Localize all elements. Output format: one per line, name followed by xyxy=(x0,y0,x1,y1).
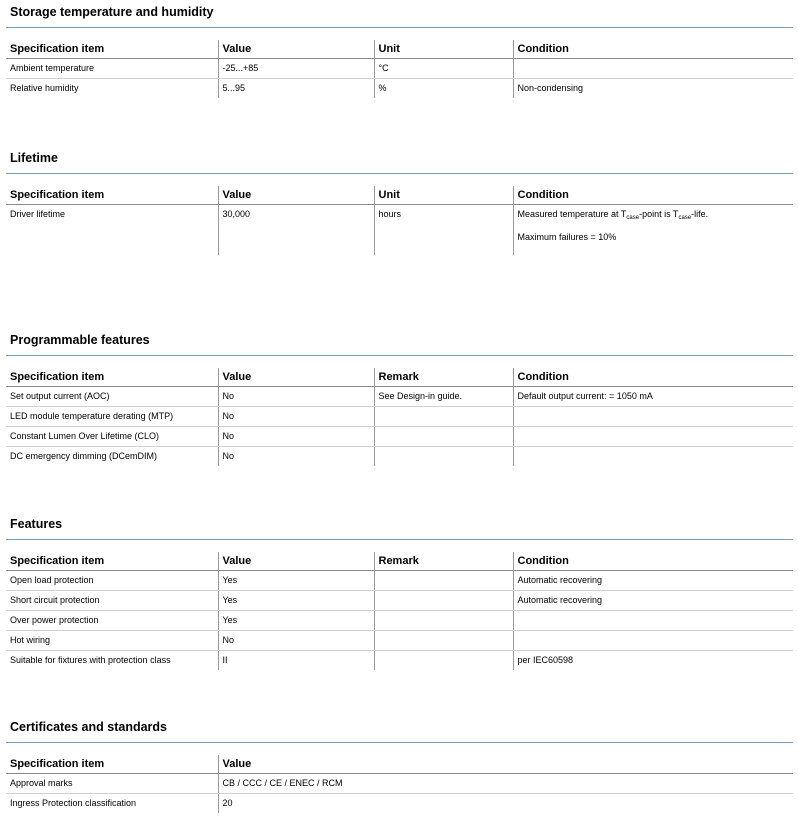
condition-cell xyxy=(513,59,793,79)
condition-cell: Automatic recovering xyxy=(513,571,793,591)
condition-cell xyxy=(513,447,793,467)
column-header: Value xyxy=(218,186,374,205)
value-cell: -25...+85 xyxy=(218,59,374,79)
section-title: Storage temperature and humidity xyxy=(10,5,214,19)
condition-cell xyxy=(513,427,793,447)
spec-item-cell: Hot wiring xyxy=(6,631,218,651)
column-header: Remark xyxy=(374,368,513,387)
condition-cell: Default output current: = 1050 mA xyxy=(513,387,793,407)
table-header-row xyxy=(6,40,793,59)
column-header: Value xyxy=(218,755,793,774)
section-title: Lifetime xyxy=(10,151,58,165)
table-row xyxy=(6,611,793,631)
spec-item-cell: DC emergency dimming (DCemDIM) xyxy=(10,451,158,461)
spec-item-cell: Set output current (AOC) xyxy=(6,387,218,407)
spec-item-cell: Constant Lumen Over Lifetime (CLO) xyxy=(6,427,218,447)
subscript-case: case xyxy=(626,215,640,221)
value-cell: 30,000 xyxy=(218,205,374,256)
column-header: Remark xyxy=(374,552,513,571)
column-header: Unit xyxy=(374,186,513,205)
spec-item-cell: Driver lifetime xyxy=(10,209,66,219)
value-cell: Yes xyxy=(218,571,374,591)
column-header: Value xyxy=(218,552,374,571)
spec-item-cell: Short circuit protection xyxy=(6,591,218,611)
section-title: Features xyxy=(10,517,63,531)
remark-cell xyxy=(374,611,513,631)
table-row xyxy=(6,79,793,99)
spec-item-cell: Over power protection xyxy=(6,611,218,631)
column-header: Condition xyxy=(513,40,793,59)
value-cell: Yes xyxy=(218,591,374,611)
table-row xyxy=(6,59,793,79)
value-cell: 20 xyxy=(218,794,793,814)
remark-cell: See Design-in guide. xyxy=(374,387,513,407)
lifetime-table xyxy=(6,186,793,255)
spec-item-cell: LED module temperature derating (MTP) xyxy=(6,407,218,427)
remark-cell xyxy=(374,427,513,447)
spec-item-cell: Ingress Protection classification xyxy=(10,798,137,808)
column-header: Value xyxy=(218,368,374,387)
remark-cell xyxy=(374,631,513,651)
condition-cell: Automatic recovering xyxy=(513,591,793,611)
features-table xyxy=(6,552,793,670)
condition-text: -point is T xyxy=(639,209,679,219)
condition-cell: per IEC60598 xyxy=(513,651,793,671)
value-cell: No xyxy=(218,427,374,447)
table-header-row xyxy=(6,368,793,387)
column-header: Condition xyxy=(513,368,793,387)
condition-line-measured xyxy=(518,209,790,224)
spec-item-cell: Ambient temperature xyxy=(6,59,218,79)
value-cell: II xyxy=(218,651,374,671)
column-header: Specification item xyxy=(6,186,218,205)
table-header-row xyxy=(6,186,793,205)
condition-text: Measured temperature at T xyxy=(517,209,627,219)
section-divider xyxy=(6,173,793,174)
unit-cell: °C xyxy=(374,59,513,79)
unit-cell: hours xyxy=(374,205,513,256)
table-row xyxy=(6,651,793,671)
value-cell: 5...95 xyxy=(218,79,374,99)
condition-text: -life. xyxy=(691,209,709,219)
section-divider xyxy=(6,742,793,743)
column-header: Specification item xyxy=(6,40,218,59)
value-cell: No xyxy=(218,407,374,427)
table-header-row xyxy=(6,755,793,774)
column-header: Specification item xyxy=(6,552,218,571)
column-header: Condition xyxy=(513,552,793,571)
condition-cell xyxy=(513,611,793,631)
column-header: Condition xyxy=(513,186,793,205)
programmable-table xyxy=(6,368,793,466)
spec-item-cell: Relative humidity xyxy=(10,83,79,93)
section-divider xyxy=(6,355,793,356)
column-header: Value xyxy=(218,40,374,59)
condition-cell xyxy=(513,631,793,651)
table-row xyxy=(6,794,793,814)
column-header: Specification item xyxy=(6,368,218,387)
table-row xyxy=(6,774,793,794)
remark-cell xyxy=(374,407,513,427)
unit-cell: % xyxy=(374,79,513,99)
value-cell: No xyxy=(218,387,374,407)
column-header: Unit xyxy=(374,40,513,59)
table-row xyxy=(6,387,793,407)
remark-cell xyxy=(374,447,513,467)
table-row xyxy=(6,427,793,447)
value-cell: Yes xyxy=(218,611,374,631)
table-row xyxy=(6,571,793,591)
condition-line-failures: Maximum failures = 10% xyxy=(517,232,617,242)
column-header: Specification item xyxy=(6,755,218,774)
table-row xyxy=(6,447,793,467)
section-title: Programmable features xyxy=(10,333,150,347)
remark-cell xyxy=(374,571,513,591)
condition-cell: Non-condensing xyxy=(513,79,793,99)
table-header-row xyxy=(6,552,793,571)
condition-cell xyxy=(513,407,793,427)
section-title: Certificates and standards xyxy=(10,720,167,734)
spec-item-cell: Open load protection xyxy=(6,571,218,591)
value-cell: No xyxy=(218,631,374,651)
subscript-case: case xyxy=(678,215,692,221)
table-row xyxy=(6,631,793,651)
condition-cell xyxy=(513,205,793,256)
section-divider xyxy=(6,27,793,28)
spec-item-cell: Approval marks xyxy=(6,774,218,794)
value-cell: No xyxy=(218,447,374,467)
remark-cell xyxy=(374,591,513,611)
storage-table xyxy=(6,40,793,98)
section-divider xyxy=(6,539,793,540)
remark-cell xyxy=(374,651,513,671)
table-row xyxy=(6,407,793,427)
spec-item-cell: Suitable for fixtures with protection class xyxy=(10,655,171,665)
table-row xyxy=(6,591,793,611)
certificates-table xyxy=(6,755,793,813)
table-row xyxy=(6,205,793,256)
value-cell: CB / CCC / CE / ENEC / RCM xyxy=(218,774,793,794)
